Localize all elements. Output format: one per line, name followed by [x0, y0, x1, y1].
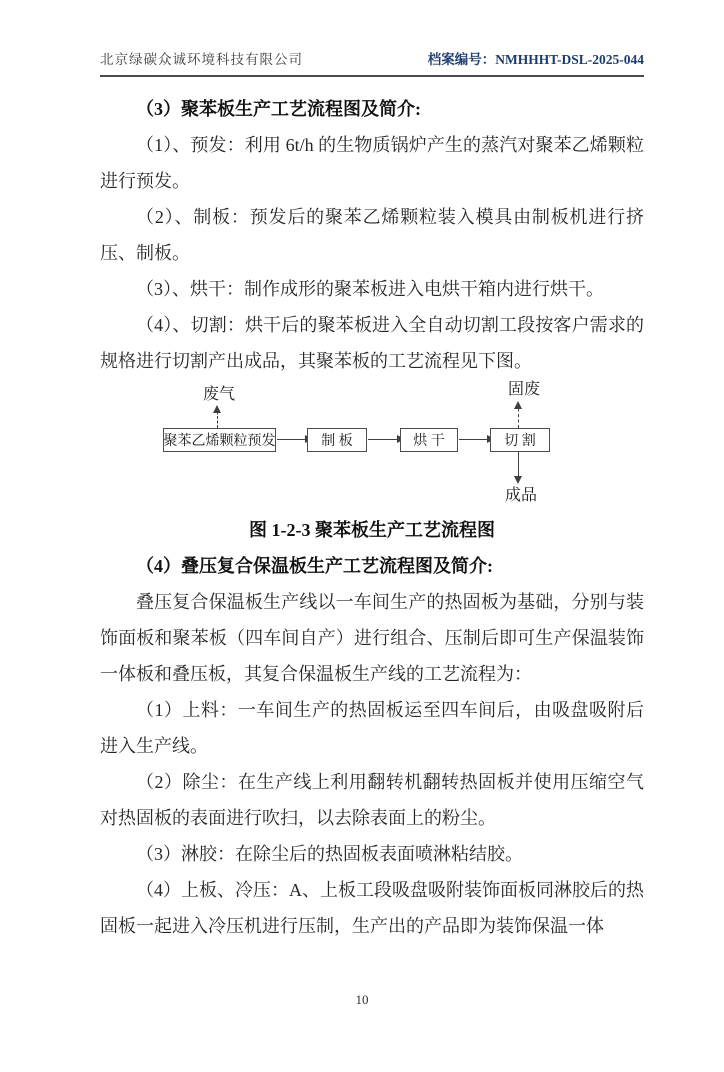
process-flow-diagram: [0, 379, 724, 512]
process-box-drying: 烘 干: [400, 428, 458, 452]
product-label: 成品: [505, 487, 538, 504]
archive-number: 档案编号：NMHHHT-DSL-2025-044: [427, 52, 644, 67]
flow-arrow-icon: [368, 439, 398, 440]
process-box-pre-expansion: 聚苯乙烯颗粒预发: [163, 428, 276, 452]
section-3-heading: （3）聚苯板生产工艺流程图及简介:: [136, 99, 421, 119]
process-box-board-making: 制 板: [307, 428, 367, 452]
section-3-step-2: （2）、制板：预发后的聚苯乙烯颗粒装入模具由制板机进行挤压、制板。: [100, 207, 644, 263]
page-number: 10: [355, 992, 369, 1007]
section-4-step-3: （3）淋胶：在除尘后的热固板表面喷淋粘结胶。: [136, 844, 523, 864]
section-4-step-1: （1）上料：一车间生产的热固板运至四车间后，由吸盘吸附后进入生产线。: [100, 700, 644, 756]
waste-gas-dashed-arrow-icon: [217, 407, 218, 428]
page-body: [100, 91, 644, 944]
section-4-step-2: （2）除尘：在生产线上利用翻转机翻转热固板并使用压缩空气对热固板的表面进行吹扫，以去除表面上的粉尘。: [100, 772, 644, 828]
solid-waste-dashed-arrow-icon: [518, 403, 519, 428]
section-4-heading: （4）叠压复合保温板生产工艺流程图及简介:: [136, 556, 493, 576]
section-3-step-3: （3）、烘干：制作成形的聚苯板进入电烘干箱内进行烘干。: [136, 279, 604, 299]
solid-waste-label: 固废: [508, 381, 541, 398]
section-3-step-1: （1）、预发：利用 6t/h 的生物质锅炉产生的蒸汽对聚苯乙烯颗粒进行预发。: [100, 135, 644, 191]
document-page: [0, 48, 724, 1072]
process-box-cutting: 切 割: [490, 428, 550, 452]
section-3-step-4: （4）、切割：烘干后的聚苯板进入全自动切割工段按客户需求的规格进行切割产出成品，其聚苯板的工艺流程见下图。: [100, 315, 644, 371]
flow-arrow-icon: [459, 439, 488, 440]
figure-caption: 图 1-2-3 聚苯板生产工艺流程图: [249, 520, 495, 540]
waste-gas-label: 废气: [203, 386, 236, 403]
section-4-step-4: （4）上板、冷压：A、上板工段吸盘吸附装饰面板同淋胶后的热固板一起进入冷压机进行压制，生产出的产品即为装饰保温一体: [100, 880, 644, 936]
flow-arrow-icon: [277, 439, 306, 440]
section-4-intro: 叠压复合保温板生产线以一车间生产的热固板为基础，分别与装饰面板和聚苯板（四车间自产）进行组合、压制后即可生产保温装饰一体板和叠压板，其复合保温板生产线的工艺流程为：: [100, 592, 644, 684]
page-header: [100, 48, 644, 77]
company-name: 北京绿碳众诚环境科技有限公司: [100, 52, 303, 67]
product-arrow-icon: [518, 452, 519, 482]
